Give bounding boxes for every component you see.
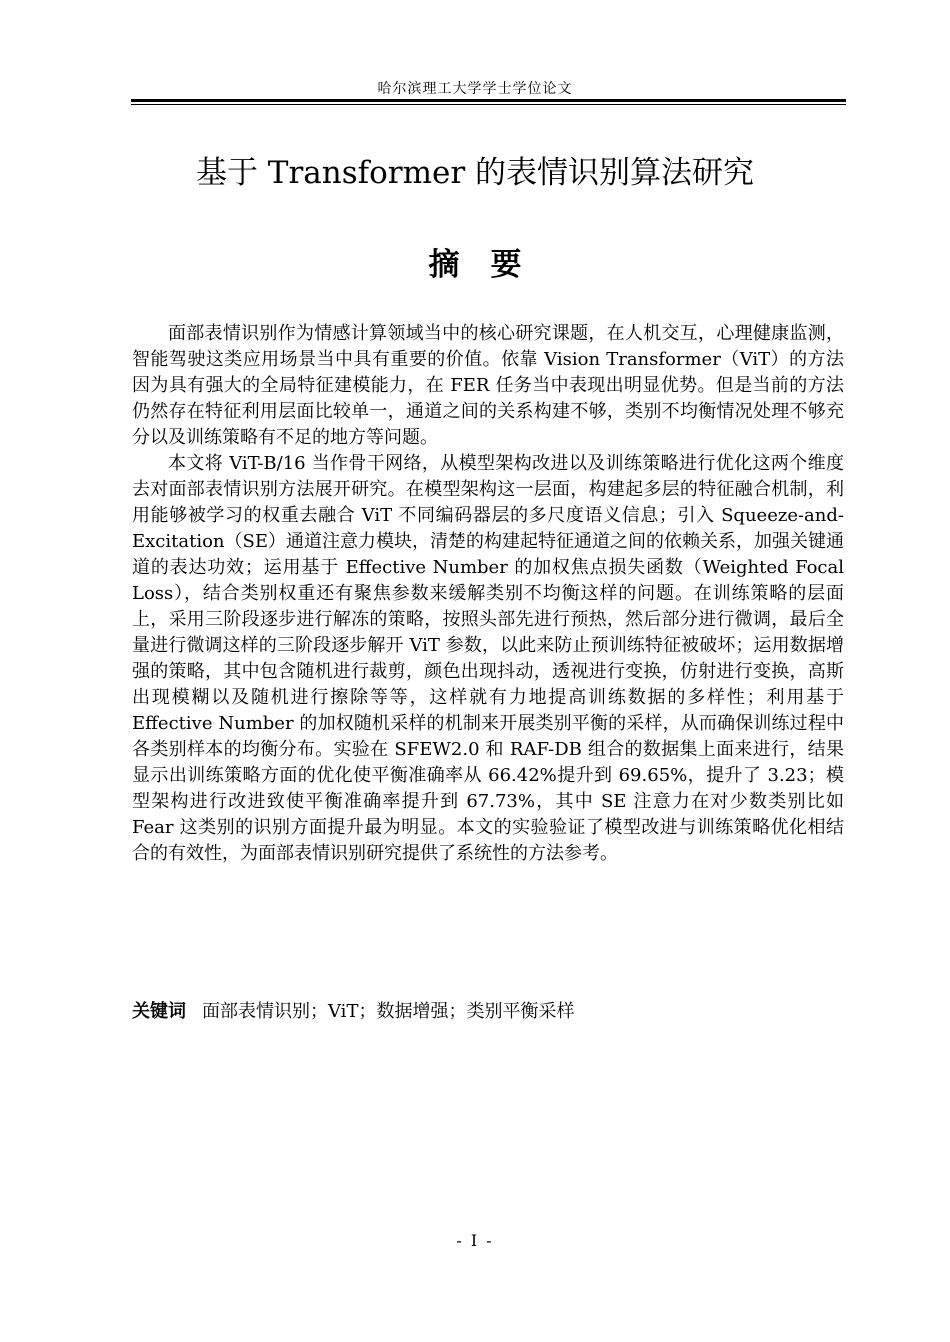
running-header: 哈尔滨理工大学学士学位论文 bbox=[377, 81, 573, 97]
abstract-heading: 摘 要 bbox=[428, 247, 522, 283]
abstract-paragraph: 本文将 ViT-B/16 当作骨干网络，从模型架构改进以及训练策略进行优化这两个维度去对面部表情识别方法展开研究。在模型架构这一层面，构建起多层的特征融合机制，利用能够被学习的权重去融合 ViT 不同编码器层的多尺度语义信息；引入 Squeeze-and-Excitation（SE）通道注意力模块，清楚的构建起特征通道之间的依赖关系，加强关键通道的表达功效；运用基于 Effective Number 的加权焦点损失函数（Weighted Focal Loss），结合类别权重还有聚焦参数来缓解类别不均衡这样的问题。在训练策略的层面上，采用三阶段逐步进行解冻的策略，按照头部先进行预热，然后部分进行微调，最后全量进行微调这样的三阶段逐步解开 ViT 参数，以此来防止预训练特征被破坏；运用数据增强的策略，其中包含随机进行裁剪，颜色出现抖动，透视进行变换，仿射进行变换，高斯出现模糊以及随机进行擦除等等，这样就有力地提高训练数据的多样性；利用基于 Effective Number 的加权随机采样的机制来开展类别平衡的采样，从而确保训练过程中各类别样本的均衡分布。实验在 SFEW2.0 和 RAF-DB 组合的数据集上面来进行，结果显示出训练策略方面的优化使平衡准确率从 66.42%提升到 69.65%，提升了 3.23；模型架构进行改进致使平衡准确率提升到 67.73%，其中 SE 注意力在对少数类别比如 Fear 这类别的识别方面提升最为明显。本文的实验验证了模型改进与训练策略优化相结合的有效性，为面部表情识别研究提供了系统性的方法参考。 bbox=[132, 453, 844, 864]
header-rule-thick bbox=[131, 99, 846, 102]
page-number: - I - bbox=[456, 1231, 494, 1250]
keywords-line bbox=[132, 999, 844, 1025]
abstract-body bbox=[132, 321, 844, 867]
header-rule-thin bbox=[131, 104, 846, 105]
keywords-text: 面部表情识别；ViT；数据增强；类别平衡采样 bbox=[202, 1001, 575, 1022]
thesis-title: 基于 Transformer 的表情识别算法研究 bbox=[195, 155, 755, 191]
keywords-label: 关键词 bbox=[132, 1001, 186, 1022]
abstract-paragraph: 面部表情识别作为情感计算领域当中的核心研究课题，在人机交互，心理健康监测，智能驾驶这类应用场景当中具有重要的价值。依靠 Vision Transformer（ViT）的方法因为具有强大的全局特征建模能力，在 FER 任务当中表现出明显优势。但是当前的方法仍然存在特征利用层面比较单一，通道之间的关系构建不够，类别不均衡情况处理不够充分以及训练策略有不足的地方等问题。 bbox=[132, 323, 844, 448]
